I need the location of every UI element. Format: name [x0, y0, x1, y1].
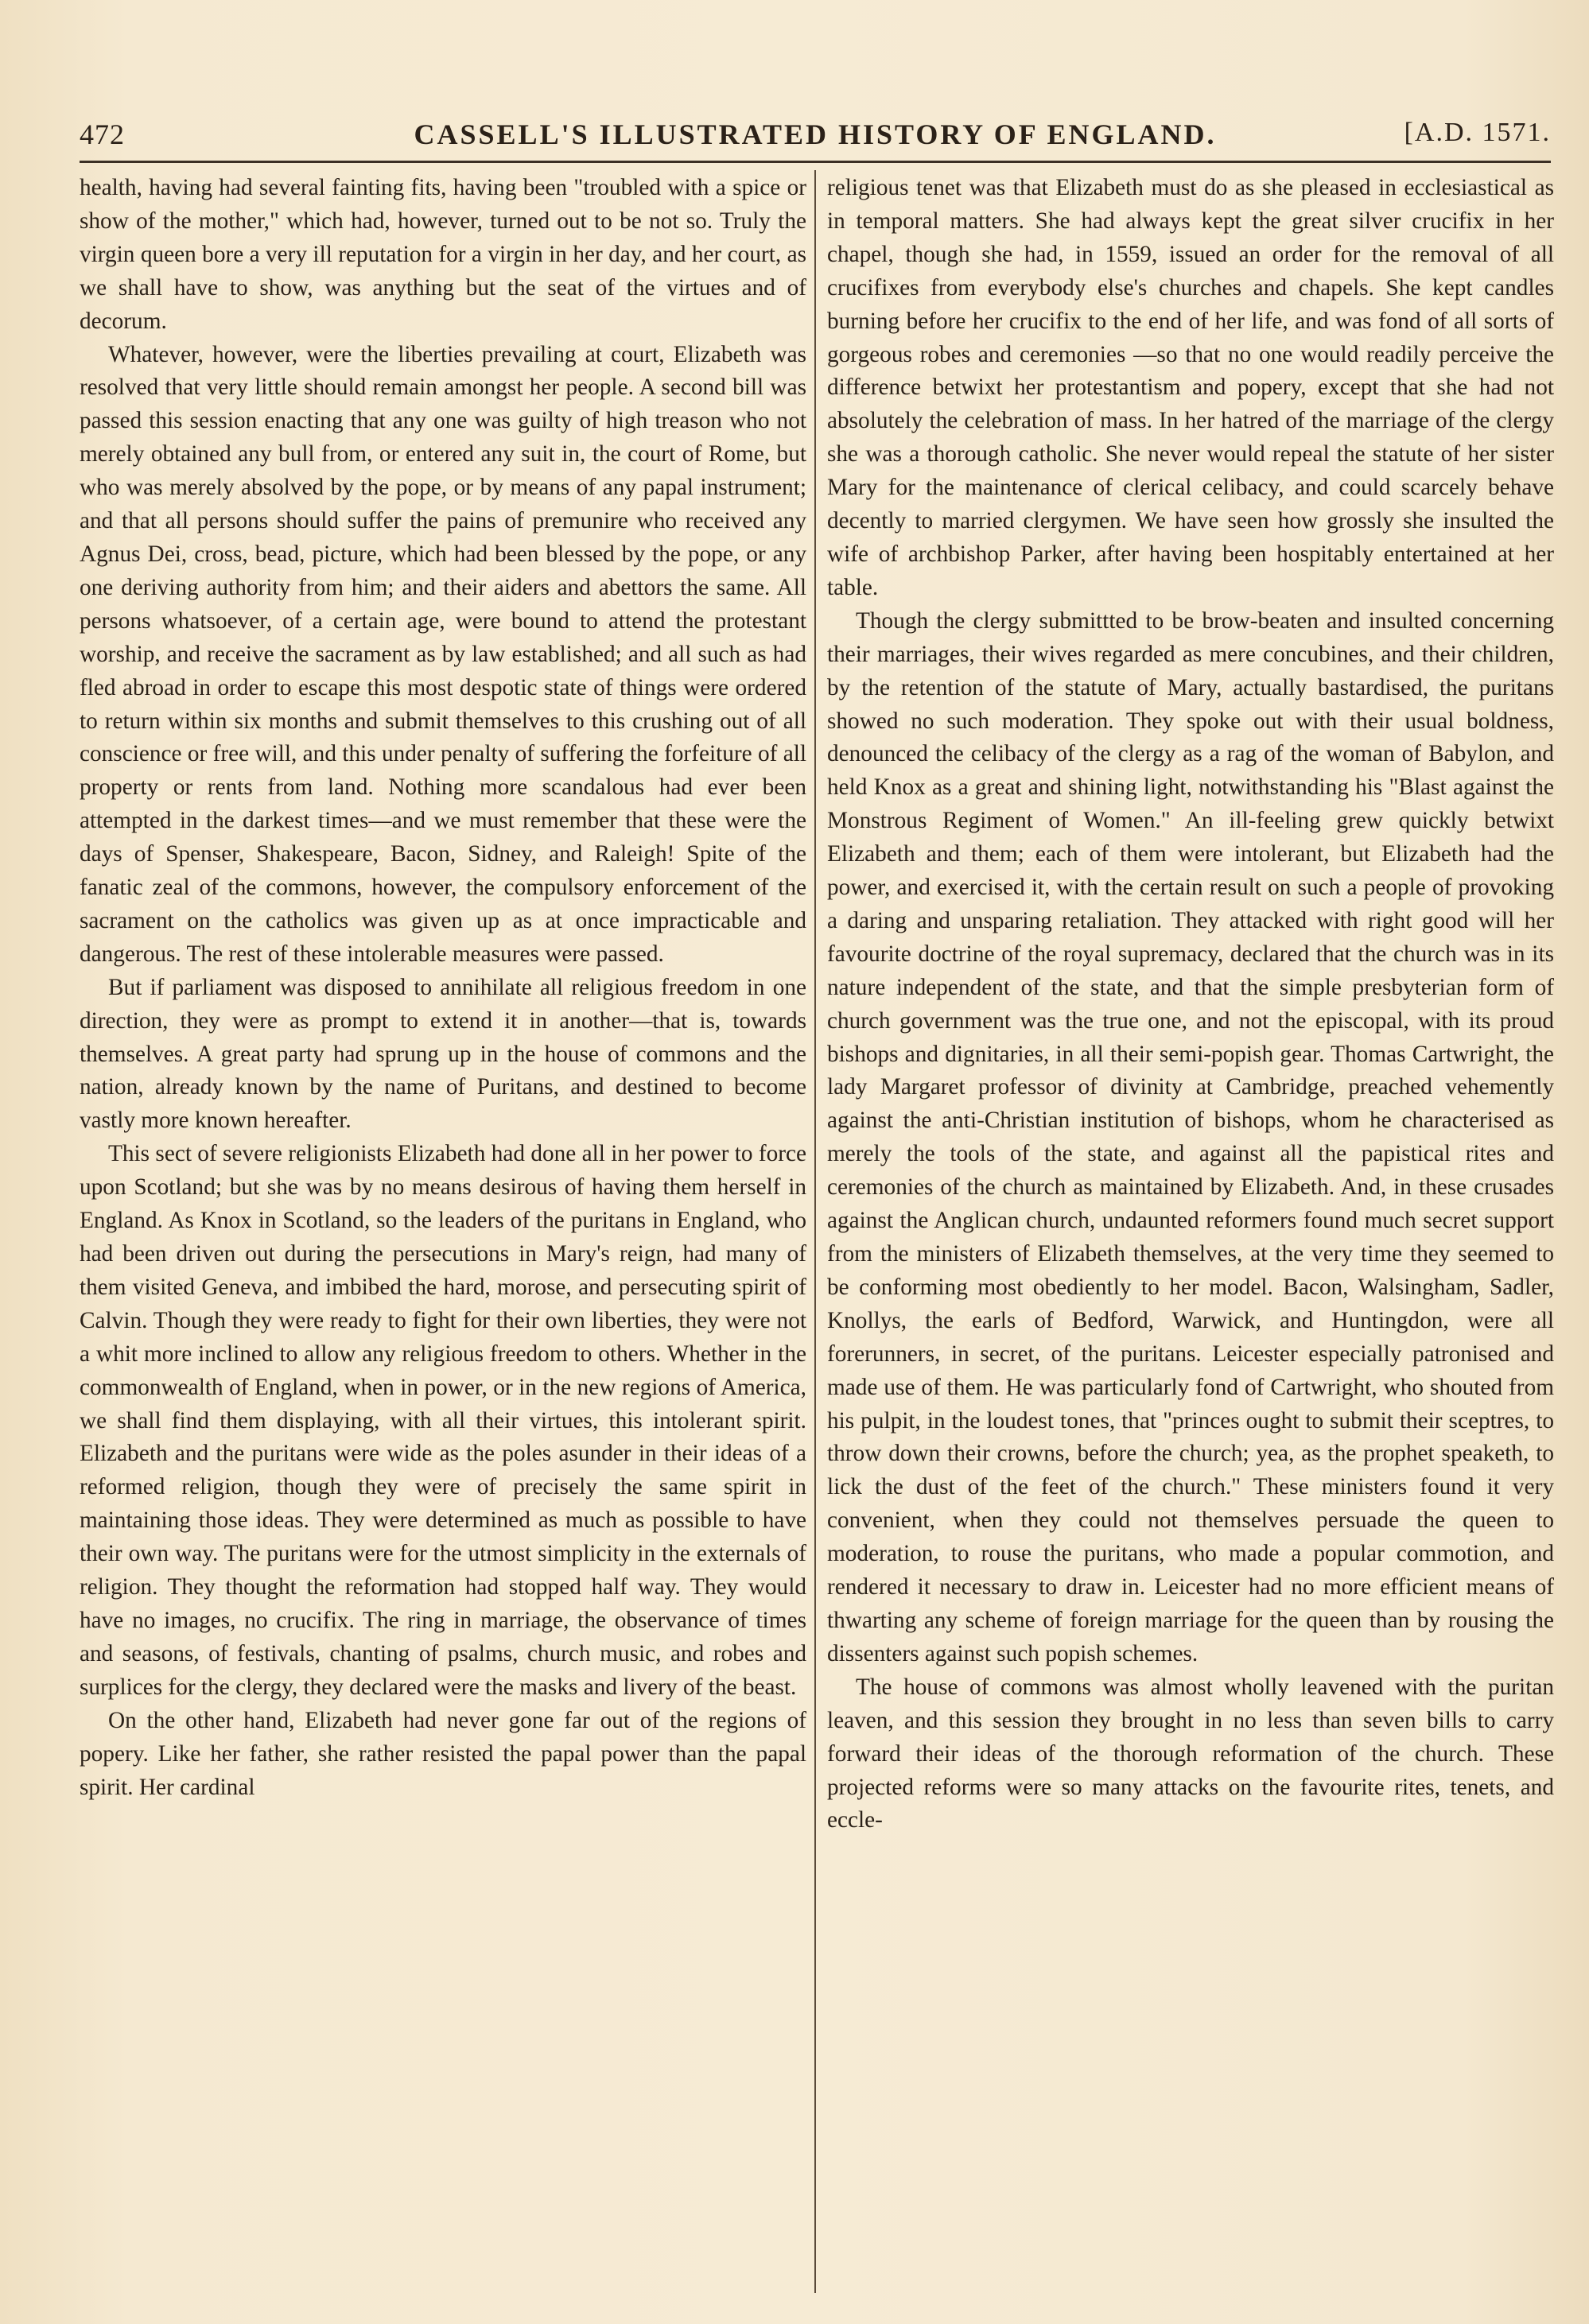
page-header [80, 111, 1551, 159]
date-mark: [A.D. 1571. [1404, 118, 1551, 147]
paragraph: On the other hand, Elizabeth had never gone far out of the regions of popery. Like her father, she rather resisted the papal power than the papal spirit. Her cardinal [80, 1707, 806, 1800]
paragraph: This sect of severe religionists Elizabeth had done all in her power to force upon Scotland; but she was by no means desirous of having them herself in England. As Knox in Scotland, so the leaders of the puritans in England, who had been driven out during the persecutions in Mary's reign, had many of them visited Geneva, and imbibed the hard, morose, and persecuting spirit of Calvin. Though they were ready to fight for their own liberties, they were not a whit more inclined to allow any religious freedom to others. Whether in the commonwealth of England, when in power, or in the new regions of America, we shall find them displaying, with all their virtues, this intolerant spirit. Elizabeth and the puritans were wide as the poles asunder in their ideas of a reformed religion, though they were of precisely the same spirit in maintaining those ideas. They were determined as much as possible to have their own way. The puritans were for the utmost simplicity in the externals of religion. They thought the reformation had stopped half way. They would have no images, no crucifix. The ring in marriage, the observance of times and seasons, of festivals, chanting of psalms, church music, and robes and surplices for the clergy, they declared were the masks and livery of the beast. [80, 1141, 806, 1700]
column-divider [814, 170, 816, 2293]
right-column [827, 172, 1554, 2310]
header-rule [80, 161, 1551, 163]
paragraph: Whatever, however, were the liberties prevailing at court, Elizabeth was resolved that very little should remain amongst her people. A second bill was passed this session enacting that any one was guilty of high treason who not merely obtained any bull from, or entered any suit in, the court of Rome, but who was merely absolved by the pope, or by means of any papal instrument; and that all persons should suffer the pains of premunire who received any Agnus Dei, cross, bead, picture, which had been blessed by the pope, or any one deriving authority from him; and their aiders and abettors the same. All persons whatsoever, of a certain age, were bound to attend the protestant worship, and receive the sacrament as by law established; and all such as had fled abroad in order to escape this most despotic state of things were ordered to return within six months and submit themselves to this crushing out of all conscience or free will, and this under penalty of suffering the forfeiture of all property or rents from land. Nothing more scandalous had ever been attempted in the darkest times—and we must remember that these were the days of Spenser, Shakespeare, Bacon, Sidney, and Raleigh! Spite of the fanatic zeal of the commons, however, the compulsory enforcement of the sacrament on the catholics was given up as at once impracticable and dangerous. The rest of these intolerable measures were passed. [80, 341, 806, 967]
paragraph: religious tenet was that Elizabeth must do as she pleased in ecclesiastical as in temporal matters. She had always kept the great silver crucifix in her chapel, though she had, in 1559, issued an order for the removal of all crucifixes from everybody else's churches and chapels. She kept candles burning before her crucifix to the end of her life, and was fond of all sorts of gorgeous robes and ceremonies —so that no one would readily perceive the difference betwixt her protestantism and popery, except that she had not absolutely the celebration of mass. In her hatred of the marriage of the clergy she was a thorough catholic. She never would repeal the statute of her sister Mary for the maintenance of clerical celibacy, and could scarcely behave decently to married clergymen. We have seen how grossly she insulted the wife of archbishop Parker, after having been hospitably entertained at her table. [827, 175, 1554, 600]
paragraph: But if parliament was disposed to annihilate all religious freedom in one direction, they were as prompt to extend it in another—that is, towards themselves. A great party had sprung up in the house of commons and the nation, already known by the name of Puritans, and destined to become vastly more known hereafter. [80, 974, 806, 1134]
paragraph: Though the clergy submittted to be brow-beaten and insulted concerning their marriages, their wives regarded as mere concubines, and their children, by the retention of the statute of Mary, actually bastardised, the puritans showed no such moderation. They spoke out with their usual boldness, denounced the celibacy of the clergy as a rag of the woman of Babylon, and held Knox as a great and shining light, notwithstanding his "Blast against the Monstrous Regiment of Women." An ill-feeling grew quickly betwixt Elizabeth and them; each of them were intolerant, but Elizabeth had the power, and exercised it, with the certain result on such a people of provoking a daring and unsparing retaliation. They attacked with right good will her favourite doctrine of the royal supremacy, declared that the church was in its nature independent of the state, and that the simple presbyterian form of church government was the true one, and not the episcopal, with its proud bishops and dignitaries, in all their semi-popish gear. Thomas Cartwright, the lady Margaret professor of divinity at Cambridge, preached vehemently against the anti-Christian institution of bishops, whom he characterised as merely the tools of the state, and against all the papistical rites and ceremonies of the church as maintained by Elizabeth. And, in these crusades against the Anglican church, undaunted reformers found much secret support from the ministers of Elizabeth themselves, at the very time they seemed to be conforming most obediently to her model. Bacon, Walsingham, Sadler, Knollys, the earls of Bedford, Warwick, and Huntingdon, were all forerunners, in secret, of the puritans. Leicester especially patronised and made use of them. He was particularly fond of Cartwright, who shouted from his pulpit, in the loudest tones, that "princes ought to submit their sceptres, to throw down their crowns, before the church; yea, as the prophet speaketh, to lick the dust of the feet of the church." These ministers found it very convenient, when they could not themselves persuade the queen to moderation, to rouse the puritans, who made a popular commotion, and rendered it necessary to draw in. Leicester had no more efficient means of thwarting any scheme of foreign marriage for the queen than by rousing the dissenters against such popish schemes. [827, 607, 1554, 1666]
running-title: CASSELL'S ILLUSTRATED HISTORY OF ENGLAND. [414, 118, 1217, 150]
page-number: 472 [80, 118, 125, 150]
paragraph: The house of commons was almost wholly leavened with the puritan leaven, and this session they brought in no less than seven bills to carry forward their ideas of the thorough reformation of the church. These projected reforms were so many attacks on the favourite rites, tenets, and eccle- [827, 1674, 1554, 1833]
left-column [80, 172, 806, 2310]
paragraph: health, having had several fainting fits, having been "troubled with a spice or show of the mother," which had, however, turned out to be not so. Truly the virgin queen bore a very ill reputation for a virgin in her day, and her court, as we shall have to show, was anything but the seat of the virtues and of decorum. [80, 175, 806, 334]
